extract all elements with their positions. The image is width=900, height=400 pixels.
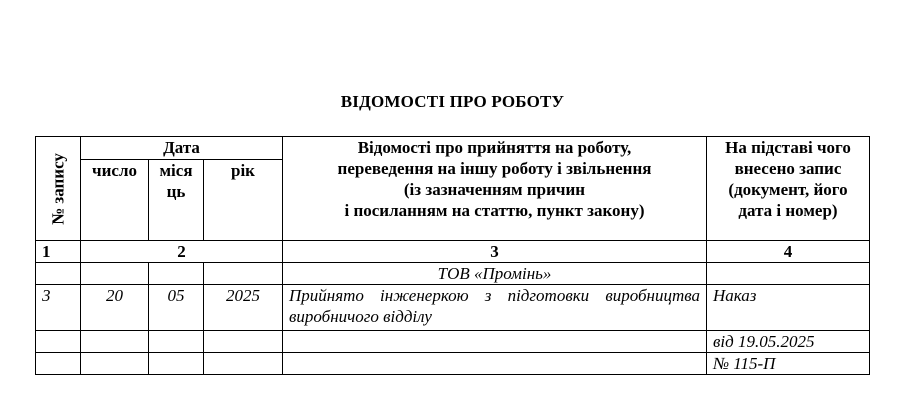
company-row [36,263,870,285]
basis-date-row-empty-2 [81,331,149,353]
company-row-empty-2 [81,263,149,285]
basis-number-row [36,353,870,375]
entry-record-no: 3 [36,285,81,331]
company-row-empty-3 [149,263,204,285]
company-row-empty-4 [204,263,283,285]
basis-date-row-empty-4 [204,331,283,353]
company-row-empty-5 [707,263,870,285]
column-number-1: 1 [36,241,81,263]
header-record-no: № запису [48,152,68,225]
column-number-4: 4 [707,241,870,263]
basis-number-row-empty-5 [283,353,707,375]
column-number-2: 2 [81,241,283,263]
header-record-no-cell [36,137,81,241]
basis-number-row-empty-2 [81,353,149,375]
column-number-3: 3 [283,241,707,263]
basis-date: від 19.05.2025 [707,331,870,353]
company-name: ТОВ «Промінь» [283,263,707,285]
basis-date-row-empty-5 [283,331,707,353]
basis-number-row-empty-3 [149,353,204,375]
basis-number: № 115-П [707,353,870,375]
entry-year: 2025 [204,285,283,331]
basis-number-row-empty-4 [204,353,283,375]
work-records-table [35,136,870,375]
entry-basis: Наказ [707,285,870,331]
header-date: Дата [81,137,283,160]
header-year: рік [204,160,283,241]
basis-date-row-empty-1 [36,331,81,353]
header-row-top [36,137,870,160]
header-day: число [81,160,149,241]
basis-number-row-empty-1 [36,353,81,375]
header-month: міся ць [149,160,204,241]
basis-date-row [36,331,870,353]
basis-date-row-empty-3 [149,331,204,353]
header-info: Відомості про прийняття на роботу, переведення на іншу роботу і звільнення (із зазначенням причин і посиланням на статтю, пункт закону) [283,137,707,241]
company-row-empty-1 [36,263,81,285]
header-basis: На підставі чого внесено запис (документ, його дата і номер) [707,137,870,241]
entry-day: 20 [81,285,149,331]
entry-month: 05 [149,285,204,331]
entry-info: Прийнято інженеркою з підготовки виробництва виробничого відділу [283,285,707,331]
entry-row [36,285,870,331]
column-numbers-row [36,241,870,263]
document-title: ВІДОМОСТІ ПРО РОБОТУ [340,92,565,111]
